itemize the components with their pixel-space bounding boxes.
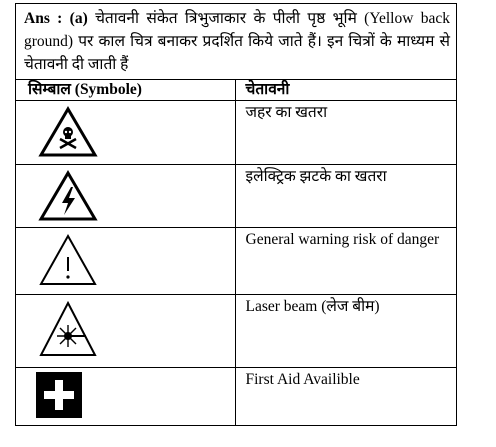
table-row [16, 295, 456, 368]
general-warning-icon [38, 233, 98, 287]
warning-text-cell: जहर का खतरा [235, 101, 456, 165]
warning-text-cell: First Aid Availible [235, 368, 456, 426]
warning-text-cell: Laser beam (लेज बीम) [235, 295, 456, 368]
warning-text-cell: General warning risk of danger [235, 228, 456, 295]
table-row [16, 228, 456, 295]
answer-label: Ans : (a) [24, 10, 88, 27]
warning-column-header: चेतावनी [235, 80, 456, 101]
symbol-cell [16, 295, 235, 368]
table-header-row [16, 80, 456, 101]
electric-shock-warning-icon [38, 170, 98, 222]
answer-intro [16, 4, 456, 80]
symbol-cell [16, 228, 235, 295]
laser-beam-warning-icon [38, 300, 98, 358]
table-row [16, 368, 456, 426]
warning-text-cell: इलेक्ट्रिक झटके का खतरा [235, 165, 456, 228]
symbol-cell [16, 101, 235, 165]
first-aid-cross-icon [36, 372, 82, 418]
answer-text: चेतावनी संकेत त्रिभुजाकार के पीली पृष्ठ भूमि (Yellow back ground) पर काल चित्र बनाकर प्रदर्शित किये जाते हैं। इन चित्रों के माध्यम से चेतावनी दी जाती हैं [24, 10, 450, 73]
table-row [16, 165, 456, 228]
table-row [16, 101, 456, 165]
answer-sheet [15, 3, 457, 426]
symbol-cell [16, 165, 235, 228]
symbol-column-header: सिम्बाल (Symbole) [16, 80, 235, 101]
skull-crossbones-warning-icon [38, 106, 98, 158]
warning-symbols-table [16, 80, 456, 425]
symbol-cell [16, 368, 235, 426]
